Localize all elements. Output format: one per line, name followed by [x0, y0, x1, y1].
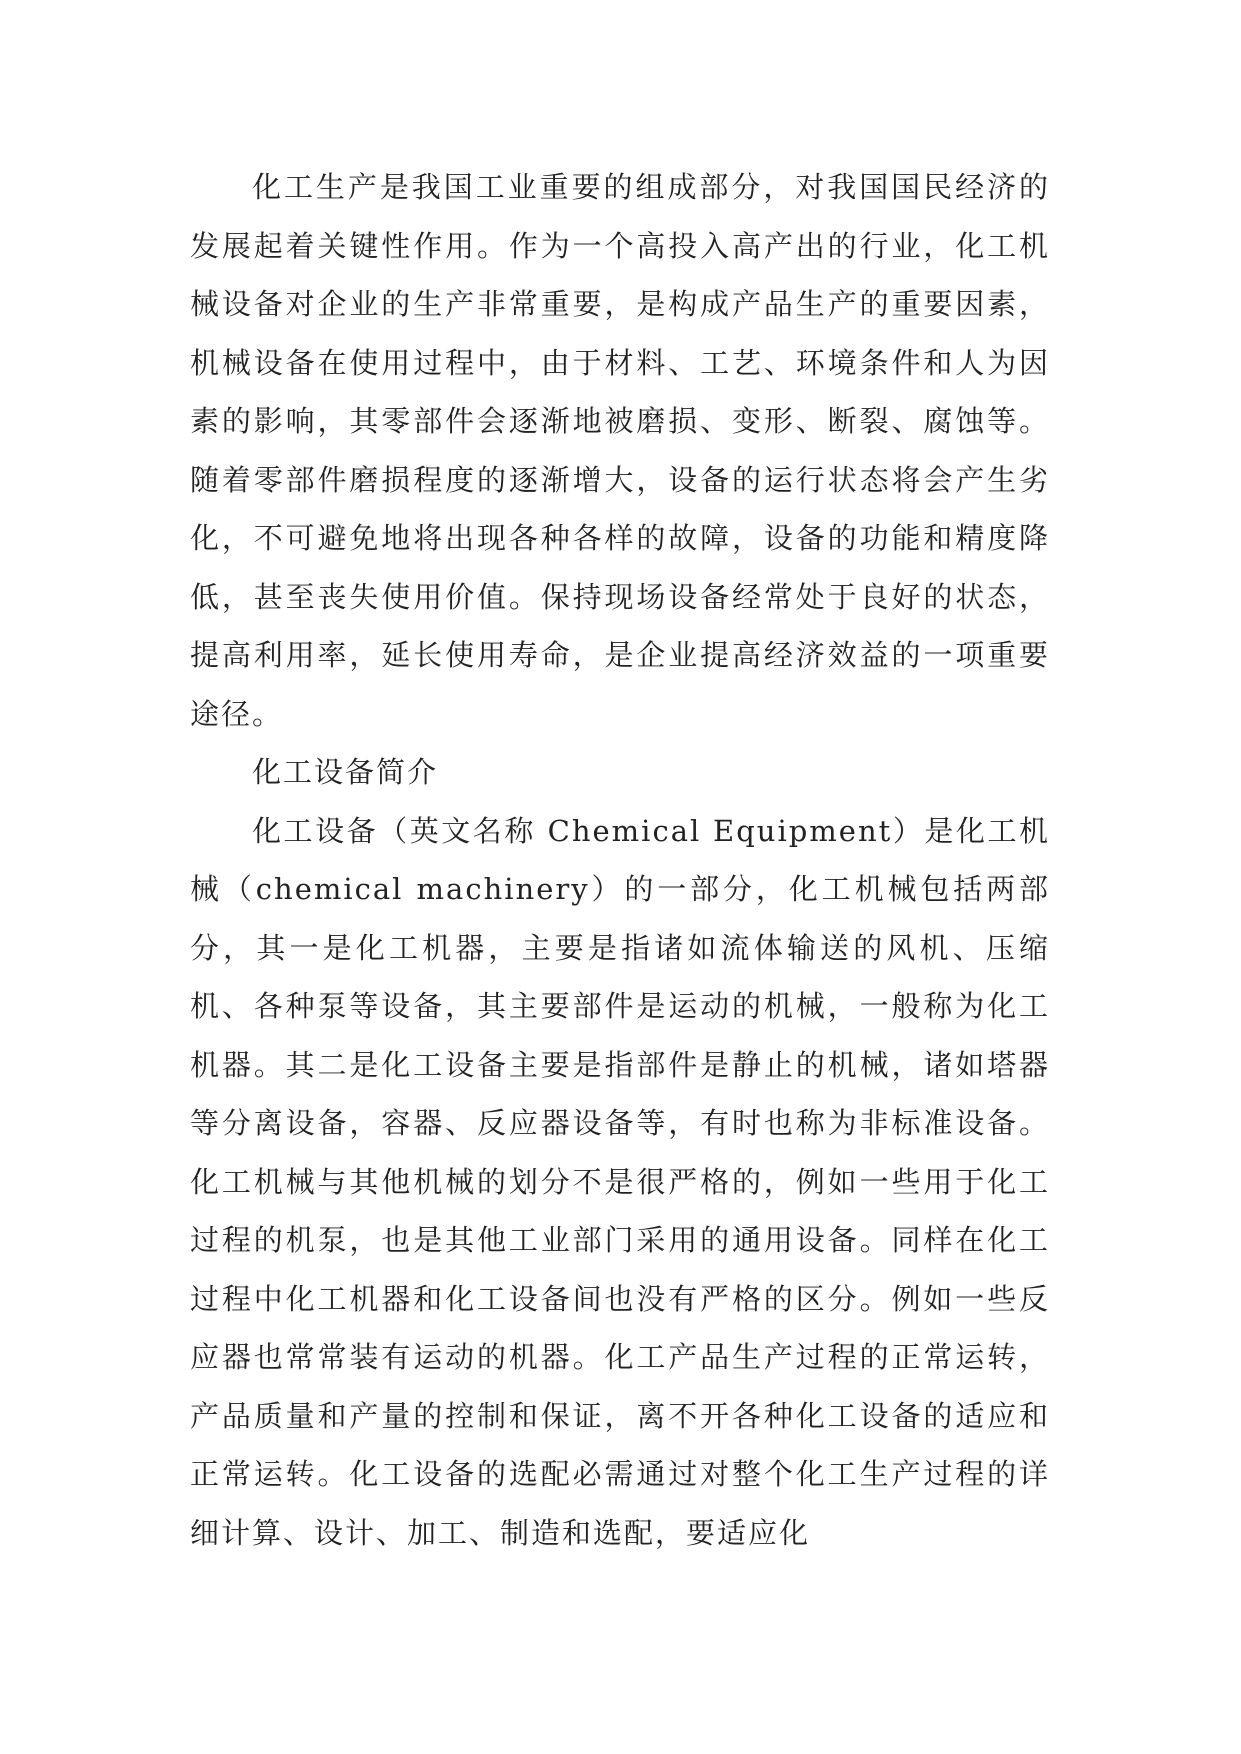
intro-paragraph: 化工生产是我国工业重要的组成部分，对我国国民经济的发展起着关键性作用。作为一个高投入高产出的行业，化工机械设备对企业的生产非常重要，是构成产品生产的重要因素，机械设备在使用过程中，由于材料、工艺、环境条件和人为因素的影响，其零部件会逐渐地被磨损、变形、断裂、腐蚀等。随着零部件磨损程度的逐渐增大，设备的运行状态将会产生劣化，不可避免地将出现各种各样的故障，设备的功能和精度降低，甚至丧失使用价值。保持现场设备经常处于良好的状态，提高利用率，延长使用寿命，是企业提高经济效益的一项重要途径。 — [190, 170, 1050, 731]
section-heading: 化工设备简介 — [252, 755, 439, 789]
document-body — [190, 158, 1050, 1562]
equipment-paragraph: 化工设备（英文名称 Chemical Equipment）是化工机械（chemical machinery）的一部分，化工机械包括两部分，其一是化工机器，主要是指诸如流体输送的风机、压缩机、各种泵等设备，其主要部件是运动的机械，一般称为化工机器。其二是化工设备主要是指部件是静止的机械，诸如塔器等分离设备，容器、反应器设备等，有时也称为非标准设备。化工机械与其他机械的划分不是很严格的，例如一些用于化工过程的机泵，也是其他工业部门采用的通用设备。同样在化工过程中化工机器和化工设备间也没有严格的区分。例如一些反应器也常常装有运动的机器。化工产品生产过程的正常运转，产品质量和产量的控制和保证，离不开各种化工设备的适应和正常运转。化工设备的选配必需通过对整个化工生产过程的详细计算、设计、加工、制造和选配，要适应化 — [190, 813, 1050, 1550]
